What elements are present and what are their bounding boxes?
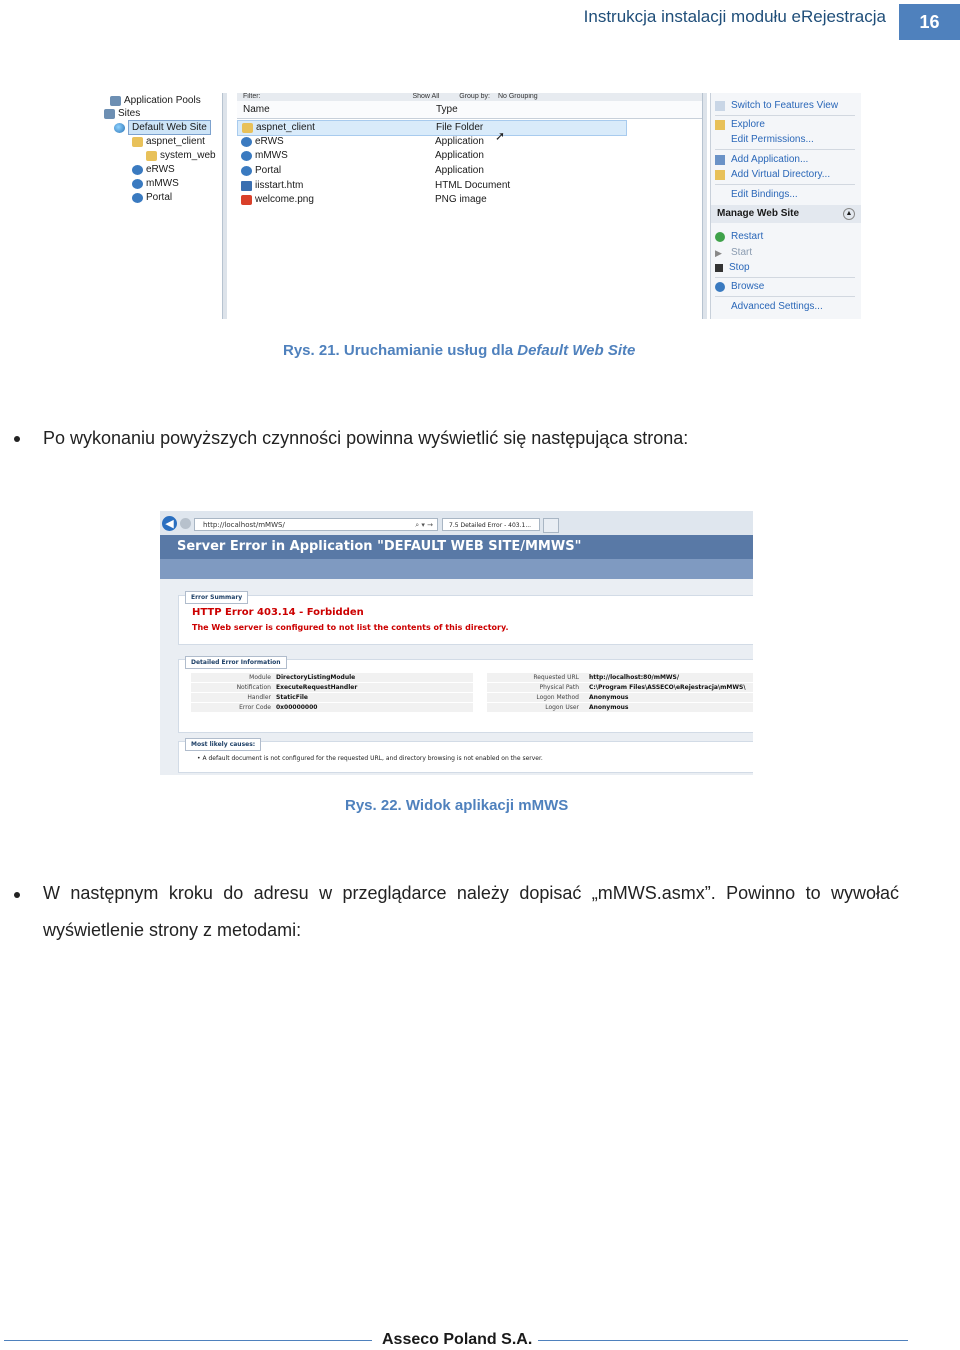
info-row-notification: Notification ExecuteRequestHandler xyxy=(191,683,473,692)
bullet-icon xyxy=(14,892,20,898)
manage-web-site-heading[interactable]: Manage Web Site ▲ xyxy=(711,205,861,223)
bullet-icon xyxy=(14,436,20,442)
list-header xyxy=(237,101,707,119)
pane-splitter-left[interactable] xyxy=(222,93,227,319)
info-row-module: Module DirectoryListingModule xyxy=(191,673,473,682)
png-file-icon xyxy=(241,195,252,205)
tree-item-application-pools[interactable]: Application Pools xyxy=(110,94,201,107)
list-row-iisstart[interactable]: iisstart.htm HTML Document xyxy=(237,179,625,193)
sites-icon xyxy=(104,109,115,119)
forward-button-icon[interactable] xyxy=(180,518,191,529)
info-row-requested-url: Requested URL http://localhost:80/mMWS/ xyxy=(487,673,753,682)
application-icon xyxy=(241,151,252,161)
tree-item-system-web[interactable]: system_web xyxy=(146,149,216,162)
paragraph-2-line-1: W następnym kroku do adresu w przeglądarce należy dopisać „mMWS.asmx”. Powinno to wywołać xyxy=(43,883,899,903)
http-error-message: The Web server is configured to not list the contents of this directory. xyxy=(192,623,509,632)
paragraph-2-line-2: wyświetlenie strony z metodami: xyxy=(43,920,302,940)
actions-pane xyxy=(710,93,861,319)
detailed-error-panel xyxy=(178,659,753,733)
explore-icon xyxy=(715,120,725,130)
document-header-title: Instrukcja instalacji modułu eRejestracja xyxy=(583,7,886,26)
advanced-settings-link[interactable]: Advanced Settings... xyxy=(731,301,823,312)
add-application-link[interactable]: Add Application... xyxy=(715,153,808,166)
application-icon xyxy=(132,193,143,203)
list-row-aspnet-client[interactable]: aspnet_client File Folder xyxy=(237,120,627,136)
list-row-mmws[interactable]: mMWS Application xyxy=(237,149,625,163)
info-row-logon-method: Logon Method Anonymous xyxy=(487,693,753,702)
error-summary-panel xyxy=(178,595,753,645)
info-row-logon-user: Logon User Anonymous xyxy=(487,703,753,712)
column-type-header[interactable]: Type xyxy=(436,104,458,115)
add-virtual-directory-link[interactable]: Add Virtual Directory... xyxy=(715,168,830,181)
html-file-icon xyxy=(241,181,252,191)
browse-link[interactable]: Browse xyxy=(715,280,764,293)
edit-permissions-link[interactable]: Edit Permissions... xyxy=(731,134,814,145)
footer-company: Asseco Poland S.A. xyxy=(382,1331,533,1348)
iis-manager-screenshot xyxy=(90,93,860,319)
address-bar[interactable]: http://localhost/mMWS/ ⌕ ▾ → xyxy=(194,518,438,531)
application-icon xyxy=(132,179,143,189)
paragraph-1: Po wykonaniu powyższych czynności powinna wyświetlić się następująca strona: xyxy=(43,428,689,448)
edit-bindings-link[interactable]: Edit Bindings... xyxy=(731,189,798,200)
tree-item-portal[interactable]: Portal xyxy=(132,191,172,204)
tree-item-aspnet-client[interactable]: aspnet_client xyxy=(132,135,205,148)
tree-item-default-web-site[interactable]: Default Web Site xyxy=(114,121,211,134)
show-all-button[interactable]: Show All xyxy=(412,93,440,100)
likely-causes-tab: Most likely causes: xyxy=(185,738,261,751)
server-error-title: Server Error in Application "DEFAULT WEB SITE/MMWS" xyxy=(160,535,753,559)
explore-link[interactable]: Explore xyxy=(715,118,765,131)
browser-chrome xyxy=(160,511,753,535)
likely-cause-item: • A default document is not configured for the requested URL, and directory browsing is not enabled on the server. xyxy=(197,755,543,762)
switch-to-features-view-link[interactable]: Switch to Features View xyxy=(715,99,838,112)
pane-splitter-right[interactable] xyxy=(702,93,707,319)
folder-icon xyxy=(146,151,157,161)
info-row-handler: Handler StaticFile xyxy=(191,693,473,702)
column-name-header[interactable]: Name xyxy=(243,104,270,115)
folder-icon xyxy=(242,123,253,133)
page-number-badge: 16 xyxy=(899,4,960,40)
info-row-error-code: Error Code 0x00000000 xyxy=(191,703,473,712)
add-virtual-directory-icon xyxy=(715,170,725,180)
app-pool-icon xyxy=(110,96,121,106)
browse-icon xyxy=(715,282,725,292)
back-button-icon[interactable]: ◀ xyxy=(162,516,177,531)
tree-item-mmws[interactable]: mMWS xyxy=(132,177,179,190)
application-icon xyxy=(241,166,252,176)
group-by-label: Group by: xyxy=(459,93,491,100)
start-link[interactable]: ▶ Start xyxy=(715,247,753,258)
browser-tab[interactable]: 7.5 Detailed Error - 403.1... xyxy=(442,518,540,531)
http-error-title: HTTP Error 403.14 - Forbidden xyxy=(192,607,364,618)
browser-screenshot xyxy=(160,511,753,775)
folder-icon xyxy=(132,137,143,147)
stop-icon xyxy=(715,264,723,272)
figure-22-caption: Rys. 22. Widok aplikacji mMWS xyxy=(345,797,569,814)
application-icon xyxy=(241,137,252,147)
likely-causes-panel xyxy=(178,741,753,773)
list-row-erws[interactable]: eRWS Application xyxy=(237,135,625,149)
switch-view-icon xyxy=(715,101,725,111)
footer-rule-right xyxy=(538,1340,908,1341)
restart-link[interactable]: Restart xyxy=(715,230,763,243)
info-row-physical-path: Physical Path C:\Program Files\ASSECO\eRejestracja\mMWS\ xyxy=(487,683,753,692)
globe-icon xyxy=(114,123,125,133)
group-by-select[interactable]: No Grouping xyxy=(497,93,538,100)
error-summary-tab: Error Summary xyxy=(185,591,248,604)
figure-21-caption: Rys. 21. Uruchamianie usług dla Default Web Site xyxy=(283,342,636,359)
tree-item-erws[interactable]: eRWS xyxy=(132,163,175,176)
mouse-cursor-icon: ➚ xyxy=(495,129,506,143)
list-row-portal[interactable]: Portal Application xyxy=(237,164,625,178)
add-application-icon xyxy=(715,155,725,165)
detailed-error-tab: Detailed Error Information xyxy=(185,656,287,669)
title-subbar xyxy=(160,559,753,579)
start-icon: ▶ xyxy=(715,247,722,258)
collapse-chevron-icon[interactable]: ▲ xyxy=(843,208,855,220)
new-tab-button[interactable] xyxy=(543,518,559,533)
filter-label: Filter: xyxy=(243,93,261,100)
list-row-welcome-png[interactable]: welcome.png PNG image xyxy=(237,193,625,207)
restart-icon xyxy=(715,232,725,242)
footer-rule-left xyxy=(4,1340,372,1341)
search-icon[interactable]: ⌕ ▾ → xyxy=(415,521,433,529)
connections-tree xyxy=(90,93,218,319)
application-icon xyxy=(132,165,143,175)
content-list xyxy=(237,93,707,319)
tree-item-sites[interactable]: Sites xyxy=(104,107,140,120)
stop-link[interactable]: Stop xyxy=(715,261,750,274)
